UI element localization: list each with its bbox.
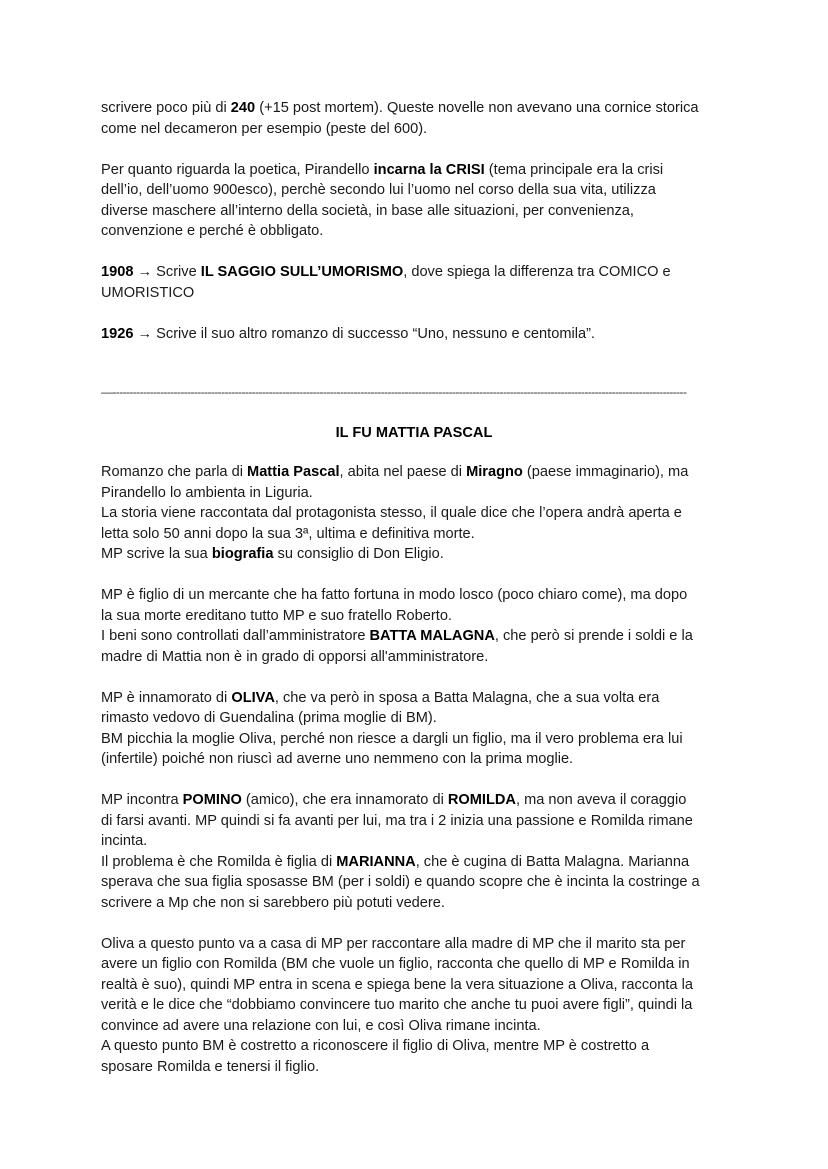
bold-text: 240: [230, 100, 256, 116]
bold-text: 1908: [101, 264, 134, 280]
bold-text: MARIANNA: [336, 853, 416, 870]
text: (tema principale era la crisi: [484, 161, 664, 178]
text: I beni sono controllati dall’amministratore: [101, 628, 370, 644]
text-line: [101, 160, 663, 180]
text: madre di Mattia non è in grado di opporsi all'amministratore.: [101, 648, 489, 665]
text: sperava che sua figlia sposasse BM (per i soldi) e quando scopre che è incinta la costringe a: [101, 874, 700, 890]
text-line: [101, 852, 689, 872]
text-line: [101, 503, 682, 523]
text: (infertile) poiché non riuscì ad averne uno nemmeno con la prima moglie.: [101, 751, 574, 767]
bold-text: biografia: [211, 546, 274, 562]
text-line: [101, 524, 475, 544]
text: scrivere poco più di: [101, 100, 231, 116]
bold-text: IL SAGGIO SULL’UMORISMO: [200, 264, 404, 280]
bold-text: POMINO: [182, 792, 242, 808]
text: convince ad avere una relazione con lui, e così Oliva rimane incinta.: [101, 1017, 541, 1034]
text: MP incontra: [101, 792, 183, 808]
text: incinta.: [101, 833, 148, 849]
text-line: [101, 1057, 319, 1077]
text: Pirandello lo ambienta in Liguria.: [101, 484, 313, 501]
text-line: [101, 729, 683, 749]
text-line: [101, 831, 147, 851]
text-line: [101, 606, 452, 626]
text: , ma non aveva il coraggio: [515, 792, 687, 808]
text: , dove spiega la differenza tra COMICO e: [403, 264, 671, 280]
text-line: [101, 180, 656, 200]
text: , che però si prende i soldi e la: [494, 628, 693, 644]
text: , che va però in sposa a Batta Malagna, che a sua volta era: [274, 689, 660, 706]
text: MP è innamorato di: [101, 689, 232, 706]
text-line: [101, 585, 687, 605]
text-line: [101, 201, 634, 221]
bold-text: BATTA MALAGNA: [369, 628, 495, 644]
text-line: [101, 98, 698, 118]
text-line: [101, 647, 488, 667]
text: Oliva a questo punto va a casa di MP per raccontare alla madre di MP che il marito sta per: [101, 935, 686, 952]
text: La storia viene raccontata dal protagonista stesso, il quale dice che l’opera andrà aperta e: [101, 505, 682, 521]
text-line: [101, 872, 700, 892]
text-line: [101, 708, 437, 728]
text: (paese immaginario), ma: [522, 464, 689, 480]
text-line: [101, 934, 685, 954]
text-line: [101, 544, 444, 564]
text: verità e le dice che “dobbiamo convincere tuo marito che anche tu puoi avere figli”, quindi la: [101, 997, 693, 1013]
text: Romanzo che parla di: [101, 464, 248, 480]
text-line: [101, 262, 671, 282]
text: letta solo 50 anni dopo la sua 3ª, ultima e definitiva morte.: [101, 525, 475, 542]
text: la sua morte ereditano tutto MP e suo fratello Roberto.: [101, 607, 452, 624]
text: convenzione e perché è obbligato.: [101, 223, 324, 239]
text-line: [101, 626, 693, 646]
text: di farsi avanti. MP quindi si fa avanti per lui, ma tra i 2 inizia una passione e Romilda rimane: [101, 812, 693, 829]
text-line: [101, 995, 692, 1015]
bold-text: 1926: [101, 325, 134, 342]
text-line: [101, 283, 194, 303]
text: Il problema è che Romilda è figlia di: [101, 853, 337, 870]
text-line: [101, 954, 690, 974]
text-line: [101, 749, 573, 769]
bold-text: ROMILDA: [447, 792, 516, 808]
text: , che è cugina di Batta Malagna. Marianna: [415, 853, 690, 870]
text-line: [101, 975, 693, 995]
text: (+15 post mortem). Queste novelle non avevano una cornice storica: [255, 100, 699, 116]
text: A questo punto BM è costretto a riconoscere il figlio di Oliva, mentre MP è costretto a: [101, 1038, 650, 1054]
text-line: [101, 893, 445, 913]
text: (amico), che era innamorato di: [241, 792, 448, 808]
section-divider: —-------------------------------------------------------------------------------------------------------------------------------------------------------------------------: [101, 385, 687, 399]
text: sposare Romilda e tenersi il figlio.: [101, 1058, 320, 1075]
text-line: [101, 811, 693, 831]
text: UMORISTICO: [101, 284, 195, 301]
bold-text: incarna la CRISI: [373, 161, 485, 178]
text: MP è figlio di un mercante che ha fatto fortuna in modo losco (poco chiaro come), ma dopo: [101, 587, 688, 603]
text: Per quanto riguarda la poetica, Pirandello: [101, 161, 374, 178]
text-line: [101, 688, 659, 708]
section-title: IL FU MATTIA PASCAL: [335, 425, 493, 441]
bold-text: OLIVA: [231, 689, 275, 706]
text-line: [101, 324, 595, 344]
text: avere un figlio con Romilda (BM che vuole un figlio, racconta che quello di MP e Romilda in: [101, 956, 690, 972]
text-line: [101, 483, 313, 503]
text-line: [101, 790, 686, 810]
bold-text: Miragno: [466, 464, 523, 480]
text-line: [101, 119, 427, 139]
text: diverse maschere all’interno della società, in base alle situazioni, per convenienza,: [101, 202, 634, 219]
bold-text: Mattia Pascal: [247, 464, 340, 480]
text: MP scrive la sua: [101, 546, 212, 562]
text-line: [101, 221, 323, 241]
text-line: [101, 462, 688, 482]
text: dell’io, dell’uomo 900esco), perchè secondo lui l’uomo nel corso della sua vita, utilizza: [101, 182, 656, 198]
text: scrivere a Mp che non si sarebbero più potuti vedere.: [101, 894, 445, 911]
text-line: [101, 1036, 649, 1056]
text: realtà è suo), quindi MP entra in scena e spiega bene la vera situazione a Oliva, racconta la: [101, 976, 693, 993]
text: → Scrive il suo altro romanzo di successo “Uno, nessuno e centomila”.: [133, 325, 595, 342]
text: su consiglio di Don Eligio.: [273, 546, 444, 562]
text: , abita nel paese di: [339, 464, 467, 480]
text: BM picchia la moglie Oliva, perché non riesce a dargli un figlio, ma il vero problema era lui: [101, 730, 683, 747]
text: rimasto vedovo di Guendalina (prima moglie di BM).: [101, 710, 437, 726]
text-line: [101, 1016, 541, 1036]
text: → Scrive: [133, 264, 201, 280]
text: come nel decameron per esempio (peste del 600).: [101, 120, 428, 137]
